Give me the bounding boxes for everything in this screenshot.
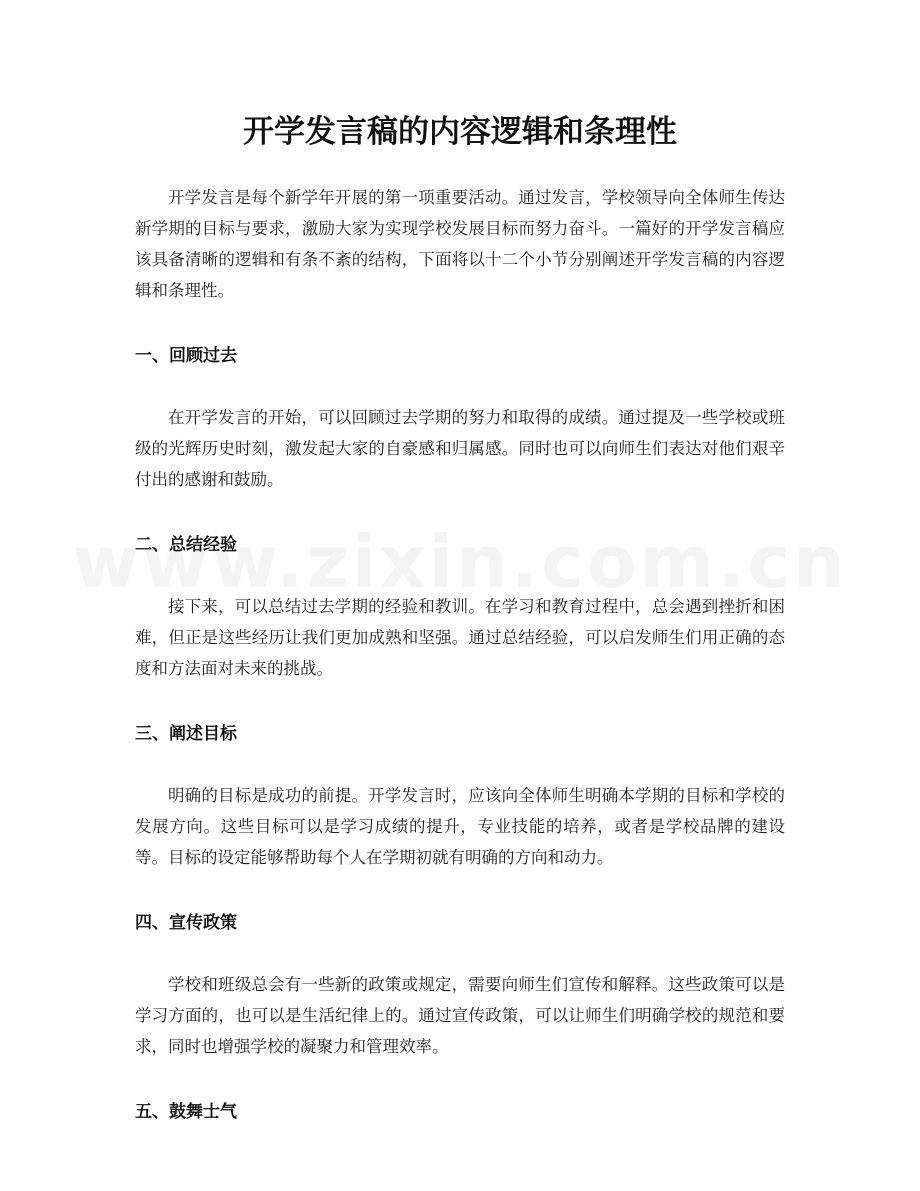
section-body-4: 学校和班级总会有一些新的政策或规定，需要向师生们宣传和解释。这些政策可以是学习方面的，也可以是生活纪律上的。通过宣传政策，可以让师生们明确学校的规范和要求，同时也增强学校的凝聚力和管理效率。	[135, 975, 785, 1056]
section-heading-5: 五、鼓舞士气	[135, 1102, 237, 1122]
intro-paragraph: 开学发言是每个新学年开展的第一项重要活动。通过发言，学校领导向全体师生传达新学期的目标与要求，激励大家为实现学校发展目标而努力奋斗。一篇好的开学发言稿应该具备清晰的逻辑和有条不紊的结构，下面将以十二个小节分别阐述开学发言稿的内容逻辑和条理性。	[135, 188, 785, 300]
section-heading-3: 三、阐述目标	[135, 724, 237, 744]
section-body-2: 接下来，可以总结过去学期的经验和教训。在学习和教育过程中，总会遇到挫折和困难，但正是这些经历让我们更加成熟和坚强。通过总结经验，可以启发师生们用正确的态度和方法面对未来的挑战。	[135, 597, 785, 678]
document-title: 开学发言稿的内容逻辑和条理性	[243, 114, 677, 150]
section-heading-2: 二、总结经验	[135, 535, 237, 555]
section-body-1: 在开学发言的开始，可以回顾过去学期的努力和取得的成绩。通过提及一些学校或班级的光辉历史时刻，激发起大家的自豪感和归属感。同时也可以向师生们表达对他们艰辛付出的感谢和鼓励。	[135, 408, 785, 489]
section-heading-4: 四、宣传政策	[135, 913, 237, 933]
section-heading-1: 一、回顾过去	[135, 346, 237, 366]
section-body-3: 明确的目标是成功的前提。开学发言时，应该向全体师生明确本学期的目标和学校的发展方向。这些目标可以是学习成绩的提升，专业技能的培养，或者是学校品牌的建设等。目标的设定能够帮助每个人在学期初就有明确的方向和动力。	[135, 786, 785, 867]
